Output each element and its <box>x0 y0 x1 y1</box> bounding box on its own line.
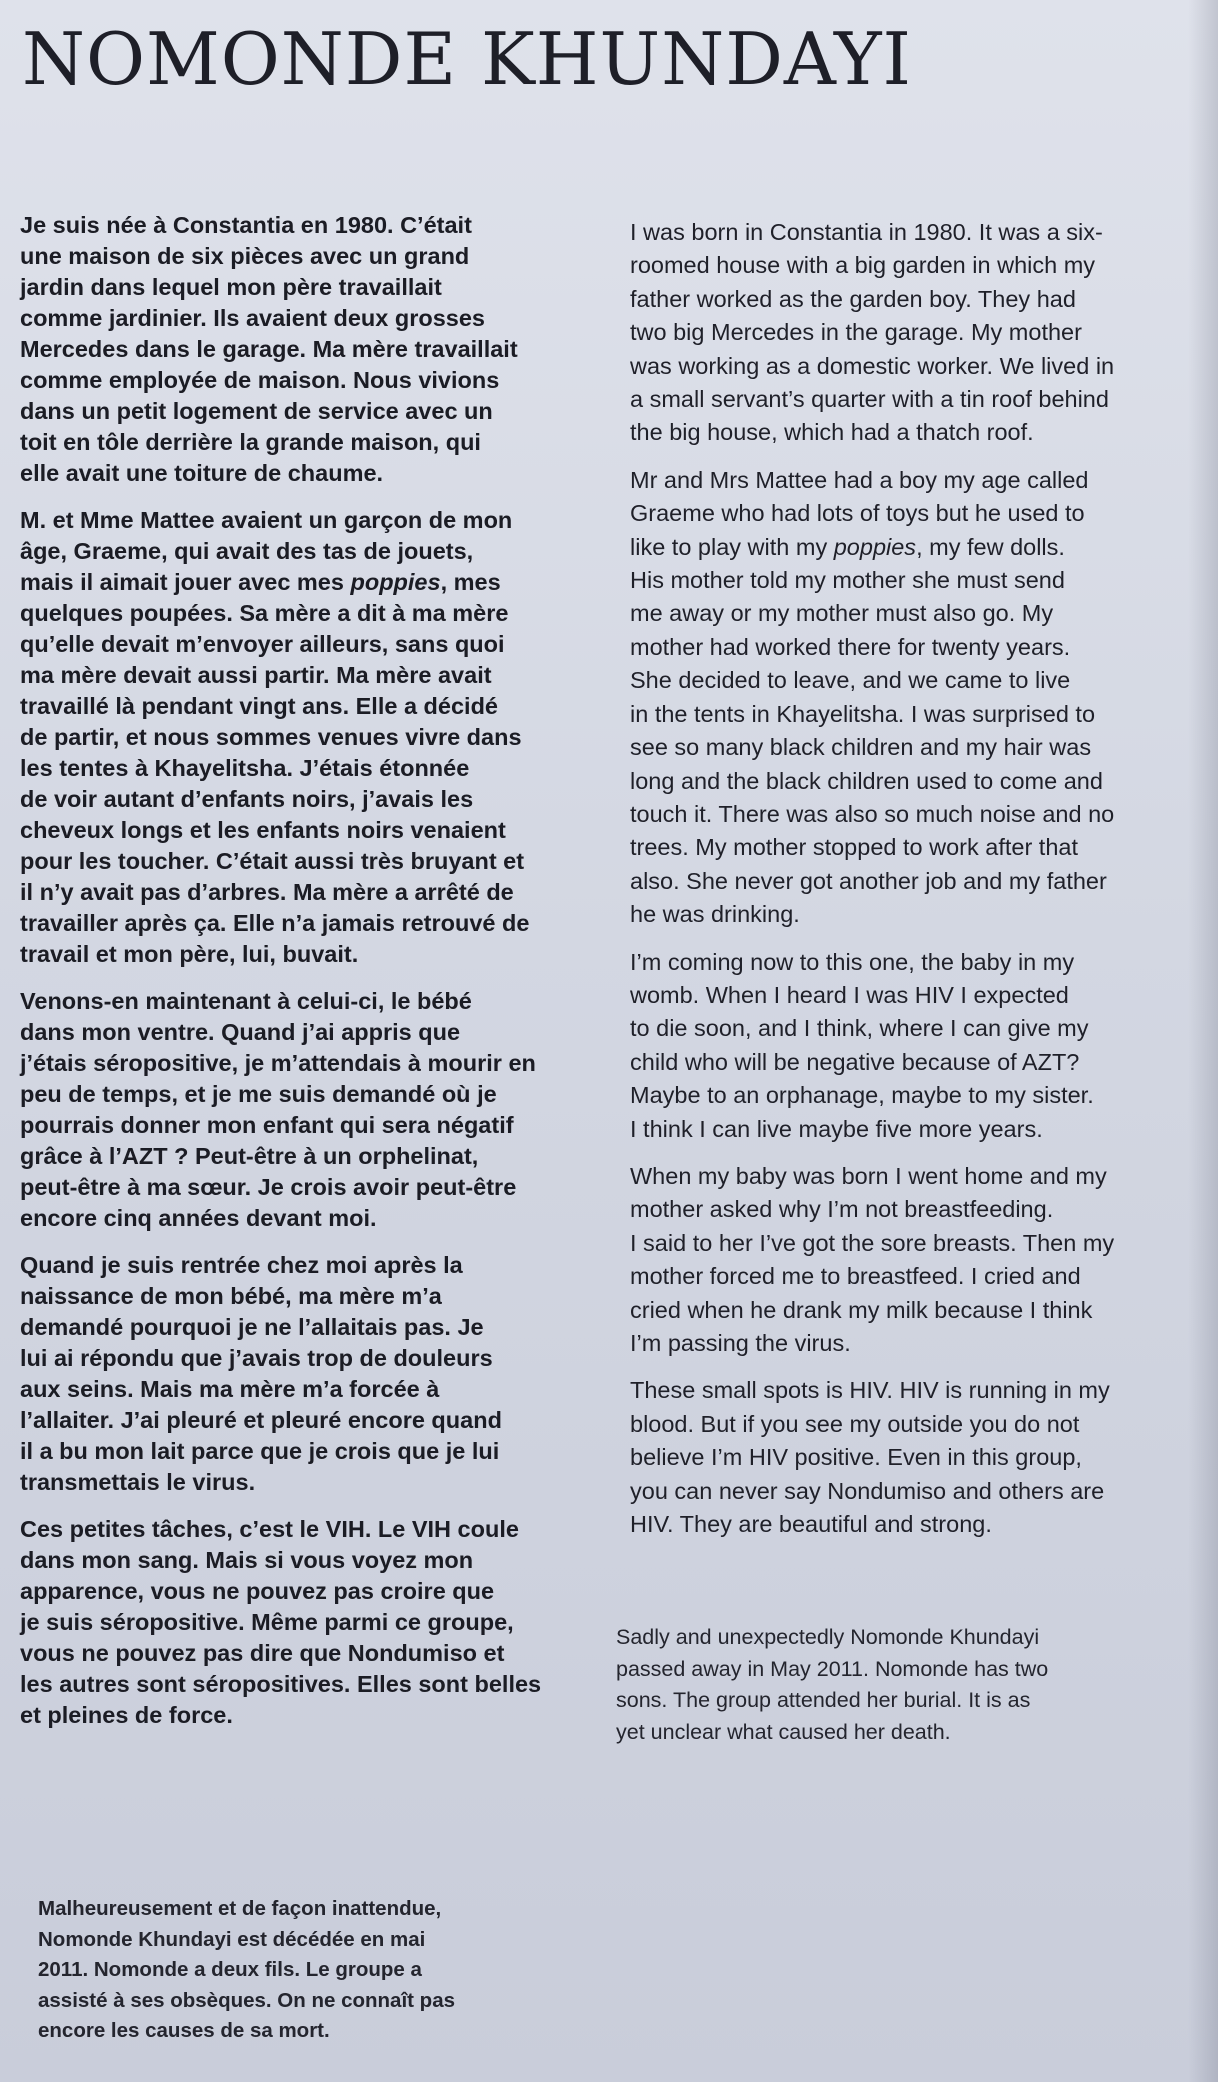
french-column <box>20 210 618 1731</box>
english-column <box>630 216 1215 1541</box>
poppies-emphasis: poppies <box>350 569 441 595</box>
english-death-note: Sadly and unexpectedly Nomonde Khundayi passed away in May 2011. Nomonde has two sons. The group attended her burial. It is as yet unclear what caused her death. <box>616 1625 1049 1744</box>
french-paragraph-1: Je suis née à Constantia en 1980. C’était une maison de six pièces avec un grand jardin dans lequel mon père travaillait comme jardinier. Ils avaient deux grosses Mercedes dans le garage. Ma mère travaillait comme employée de maison. Nous vivions dans un petit logement de service avec un toit en tôle derrière la grande maison, qui elle avait une toiture de chaume. <box>20 212 518 486</box>
french-paragraph-5: Ces petites tâches, c’est le VIH. Le VIH coule dans mon sang. Mais si vous voyez mon apparence, vous ne pouvez pas croire que je suis séropositive. Même parmi ce groupe, vous ne pouvez pas dire que Nondumiso et les autres sont séropositives. Elles sont belles et pleines de force. <box>20 1516 542 1728</box>
english-paragraph-4: When my baby was born I went home and my mother asked why I’m not breastfeeding. I said to her I’ve got the sore breasts. Then my mother forced me to breastfeed. I cried and cried when he drank my milk because I think I’m passing the virus. <box>630 1162 1115 1356</box>
french-paragraph-3: Venons-en maintenant à celui-ci, le bébé dans mon ventre. Quand j’ai appris que j’étais séropositive, je m’attendais à mourir en peu de temps, et je me suis demandé où je pourrais donner mon enfant qui sera négatif grâce à l’AZT ? Peut-être à un orphelinat, peut-être à ma sœur. Je crois avoir peut-être encore cinq années devant moi. <box>20 988 536 1231</box>
poppies-emphasis: poppies <box>833 533 917 560</box>
french-paragraph-2: M. et Mme Mattee avaient un garçon de mon âge, Graeme, qui avait des tas de jouets, mais il aimait jouer avec mes poppies, mes quelques poupées. Sa mère a dit à ma mère qu’elle devait m’envoyer ailleurs, sans quoi ma mère devait aussi partir. Ma mère avait travaillé là pendant vingt ans. Elle a décidé de partir, et nous sommes venues vivre dans les tentes à Khayelitsha. J’étais étonnée de voir autant d’enfants noirs, j’avais les cheveux longs et les enfants noirs venaient pour les toucher. C’était aussi très bruyant et il n’y avait pas d’arbres. Ma mère a arrêté de travailler après ça. Elle n’a jamais retrouvé de travail et mon père, lui, buvait. <box>20 507 530 967</box>
english-paragraph-2: Mr and Mrs Mattee had a boy my age called Graeme who had lots of toys but he used to like to play with my poppies, my few dolls. His mother told my mother she must send me away or my mother must also go. My mother had worked there for twenty years. She decided to leave, and we came to live in the tents in Khayelitsha. I was surprised to see so many black children and my hair was long and the black children used to come and touch it. There was also so much noise and no trees. My mother stopped to work after that also. She never got another job and my father he was drinking. <box>630 466 1115 928</box>
french-death-note: Malheureusement et de façon inattendue, Nomonde Khundayi est décédée en mai 2011. Nomonde a deux fils. Le groupe a assisté à ses obsèques. On ne connaît pas encore les causes de sa mort. <box>38 1897 455 2042</box>
english-paragraph-1: I was born in Constantia in 1980. It was a six- roomed house with a big garden in which my father worked as the garden boy. They had two big Mercedes in the garage. My mother was working as a domestic worker. We lived in a small servant’s quarter with a tin roof behind the big house, which had a thatch roof. <box>630 219 1115 446</box>
panel-edge-shadow <box>1188 0 1218 2082</box>
english-paragraph-5: These small spots is HIV. HIV is running in my blood. But if you see my outside you do not believe I’m HIV positive. Even in this group, you can never say Nondumiso and others are HIV. They are beautiful and strong. <box>630 1377 1110 1538</box>
english-paragraph-3: I’m coming now to this one, the baby in my womb. When I heard I was HIV I expected to die soon, and I think, where I can give my child who will be negative because of AZT? Maybe to an orphanage, maybe to my sister. I think I can live maybe five more years. <box>630 948 1094 1142</box>
french-paragraph-4: Quand je suis rentrée chez moi après la naissance de mon bébé, ma mère m’a demandé pourquoi je ne l’allaitais pas. Je lui ai répondu que j’avais trop de douleurs aux seins. Mais ma mère m’a forcée à l’allaiter. J’ai pleuré et pleuré encore quand il a bu mon lait parce que je crois que je lui transmettais le virus. <box>20 1252 502 1495</box>
panel-title: NOMONDE KHUNDAYI <box>22 17 912 101</box>
